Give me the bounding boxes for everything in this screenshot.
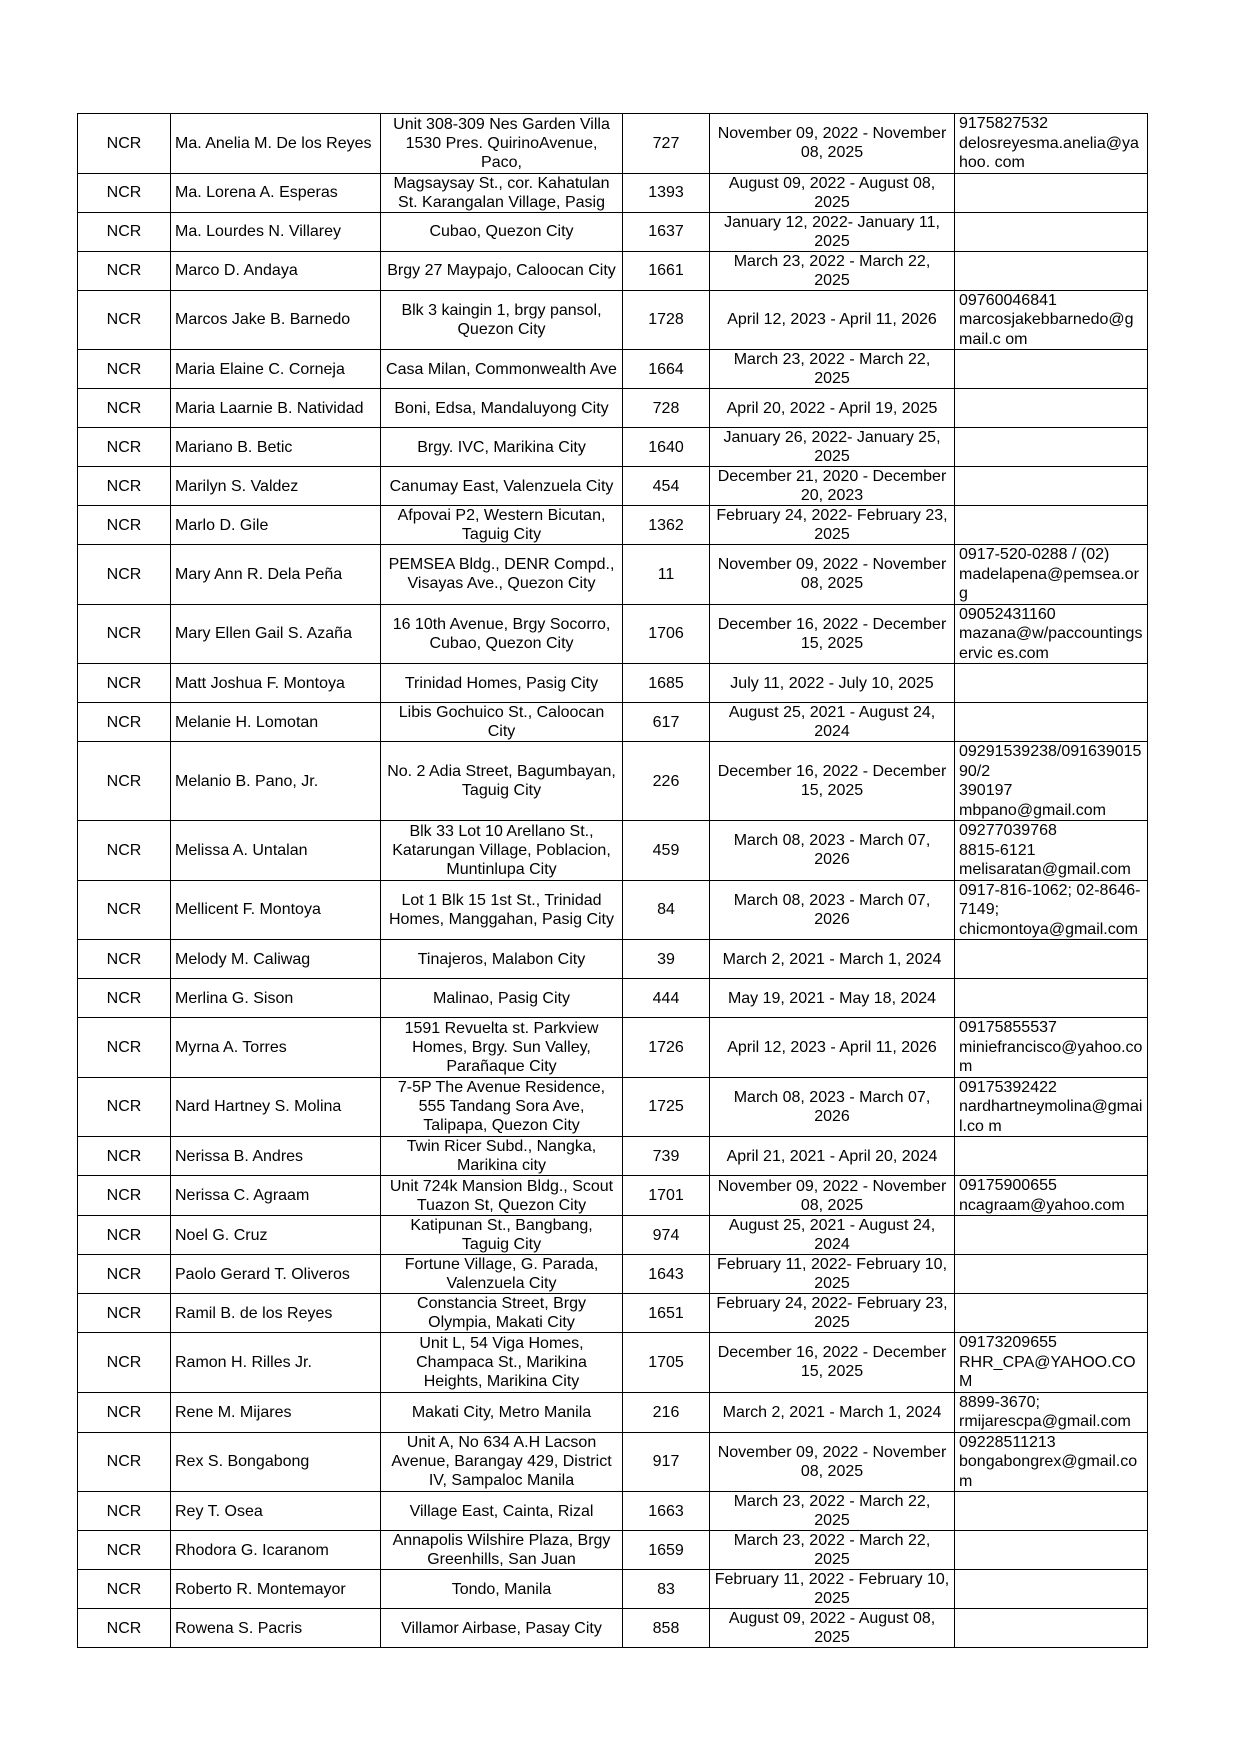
table-row	[78, 350, 1148, 389]
validity-period-cell: April 12, 2023 - April 11, 2026	[710, 290, 955, 350]
table-row	[78, 1531, 1148, 1570]
validity-period-cell: February 24, 2022- February 23, 2025	[710, 1294, 955, 1333]
accreditation-number-cell: 858	[623, 1609, 710, 1648]
accreditation-number-cell: 739	[623, 1137, 710, 1176]
contact-cell	[955, 1216, 1148, 1255]
region-cell: NCR	[78, 114, 171, 174]
validity-period-cell: February 11, 2022- February 10, 2025	[710, 1255, 955, 1294]
address-cell: Fortune Village, G. Parada, Valenzuela City	[381, 1255, 623, 1294]
name-cell: Maria Elaine C. Corneja	[171, 350, 381, 389]
contact-cell	[955, 1492, 1148, 1531]
address-cell: Afpovai P2, Western Bicutan, Taguig City	[381, 506, 623, 545]
address-cell: 1591 Revuelta st. Parkview Homes, Brgy. Sun Valley, Parañaque City	[381, 1018, 623, 1078]
validity-period-cell: November 09, 2022 - November 08, 2025	[710, 114, 955, 174]
accreditation-number-cell: 1705	[623, 1333, 710, 1393]
table-row	[78, 1492, 1148, 1531]
address-cell: Libis Gochuico St., Caloocan City	[381, 703, 623, 742]
validity-period-cell: November 09, 2022 - November 08, 2025	[710, 1432, 955, 1492]
name-cell: Rey T. Osea	[171, 1492, 381, 1531]
accreditation-number-cell: 1637	[623, 212, 710, 251]
accreditation-number-cell: 917	[623, 1432, 710, 1492]
table-row	[78, 1077, 1148, 1137]
validity-period-cell: January 26, 2022- January 25, 2025	[710, 428, 955, 467]
accreditation-table	[77, 113, 1148, 1648]
address-cell: 16 10th Avenue, Brgy Socorro, Cubao, Quezon City	[381, 604, 623, 664]
contact-cell	[955, 664, 1148, 703]
validity-period-cell: July 11, 2022 - July 10, 2025	[710, 664, 955, 703]
contact-cell: 9175827532 delosreyesma.anelia@yahoo. com	[955, 114, 1148, 174]
table-row	[78, 1570, 1148, 1609]
address-cell: Tinajeros, Malabon City	[381, 940, 623, 979]
accreditation-number-cell: 1728	[623, 290, 710, 350]
accreditation-number-cell: 1685	[623, 664, 710, 703]
name-cell: Ramil B. de los Reyes	[171, 1294, 381, 1333]
validity-period-cell: November 09, 2022 - November 08, 2025	[710, 1176, 955, 1216]
region-cell: NCR	[78, 821, 171, 881]
address-cell: 7-5P The Avenue Residence, 555 Tandang Sora Ave, Talipapa, Quezon City	[381, 1077, 623, 1137]
name-cell: Mary Ann R. Dela Peña	[171, 545, 381, 605]
contact-cell: 0917-816-1062; 02-8646-7149; chicmontoya@gmail.com	[955, 880, 1148, 940]
table-row	[78, 1018, 1148, 1078]
contact-cell: 09760046841 marcosjakebbarnedo@gmail.c om	[955, 290, 1148, 350]
name-cell: Marlo D. Gile	[171, 506, 381, 545]
validity-period-cell: March 23, 2022 - March 22, 2025	[710, 1531, 955, 1570]
contact-cell	[955, 1609, 1148, 1648]
name-cell: Melanio B. Pano, Jr.	[171, 742, 381, 821]
region-cell: NCR	[78, 290, 171, 350]
address-cell: Katipunan St., Bangbang, Taguig City	[381, 1216, 623, 1255]
address-cell: Malinao, Pasig City	[381, 979, 623, 1018]
accreditation-number-cell: 1643	[623, 1255, 710, 1294]
region-cell: NCR	[78, 880, 171, 940]
validity-period-cell: March 23, 2022 - March 22, 2025	[710, 350, 955, 389]
table-row	[78, 1176, 1148, 1216]
accreditation-number-cell: 1640	[623, 428, 710, 467]
contact-cell: 0917-520-0288 / (02) madelapena@pemsea.org	[955, 545, 1148, 605]
region-cell: NCR	[78, 506, 171, 545]
region-cell: NCR	[78, 940, 171, 979]
address-cell: Villamor Airbase, Pasay City	[381, 1609, 623, 1648]
address-cell: Unit A, No 634 A.H Lacson Avenue, Barangay 429, District IV, Sampaloc Manila	[381, 1432, 623, 1492]
accreditation-number-cell: 1706	[623, 604, 710, 664]
address-cell: Trinidad Homes, Pasig City	[381, 664, 623, 703]
name-cell: Melissa A. Untalan	[171, 821, 381, 881]
name-cell: Marco D. Andaya	[171, 251, 381, 290]
validity-period-cell: March 2, 2021 - March 1, 2024	[710, 940, 955, 979]
validity-period-cell: December 16, 2022 - December 15, 2025	[710, 604, 955, 664]
accreditation-number-cell: 1651	[623, 1294, 710, 1333]
region-cell: NCR	[78, 1077, 171, 1137]
name-cell: Marilyn S. Valdez	[171, 467, 381, 506]
region-cell: NCR	[78, 350, 171, 389]
validity-period-cell: March 2, 2021 - March 1, 2024	[710, 1392, 955, 1432]
validity-period-cell: December 21, 2020 - December 20, 2023	[710, 467, 955, 506]
validity-period-cell: March 08, 2023 - March 07, 2026	[710, 880, 955, 940]
accreditation-number-cell: 216	[623, 1392, 710, 1432]
accreditation-number-cell: 39	[623, 940, 710, 979]
region-cell: NCR	[78, 428, 171, 467]
accreditation-number-cell: 727	[623, 114, 710, 174]
name-cell: Mary Ellen Gail S. Azaña	[171, 604, 381, 664]
name-cell: Ma. Lourdes N. Villarey	[171, 212, 381, 251]
region-cell: NCR	[78, 1570, 171, 1609]
table-row	[78, 1294, 1148, 1333]
name-cell: Rene M. Mijares	[171, 1392, 381, 1432]
contact-cell: 09175392422 nardhartneymolina@gmail.co m	[955, 1077, 1148, 1137]
name-cell: Maria Laarnie B. Natividad	[171, 389, 381, 428]
name-cell: Mariano B. Betic	[171, 428, 381, 467]
table-row	[78, 1255, 1148, 1294]
region-cell: NCR	[78, 1432, 171, 1492]
name-cell: Ramon H. Rilles Jr.	[171, 1333, 381, 1393]
table-body	[78, 114, 1148, 1648]
address-cell: Brgy. IVC, Marikina City	[381, 428, 623, 467]
name-cell: Rhodora G. Icaranom	[171, 1531, 381, 1570]
region-cell: NCR	[78, 212, 171, 251]
table-row	[78, 114, 1148, 174]
name-cell: Ma. Lorena A. Esperas	[171, 173, 381, 212]
contact-cell: 09052431160 mazana@w/paccountingservic es.com	[955, 604, 1148, 664]
table-row	[78, 604, 1148, 664]
address-cell: Makati City, Metro Manila	[381, 1392, 623, 1432]
table-row	[78, 821, 1148, 881]
validity-period-cell: May 19, 2021 - May 18, 2024	[710, 979, 955, 1018]
accreditation-number-cell: 84	[623, 880, 710, 940]
contact-cell: 09173209655 RHR_CPA@YAHOO.COM	[955, 1333, 1148, 1393]
accreditation-number-cell: 1664	[623, 350, 710, 389]
contact-cell	[955, 467, 1148, 506]
region-cell: NCR	[78, 1492, 171, 1531]
address-cell: Unit 724k Mansion Bldg., Scout Tuazon St, Quezon City	[381, 1176, 623, 1216]
validity-period-cell: March 23, 2022 - March 22, 2025	[710, 251, 955, 290]
validity-period-cell: January 12, 2022- January 11, 2025	[710, 212, 955, 251]
validity-period-cell: November 09, 2022 - November 08, 2025	[710, 545, 955, 605]
region-cell: NCR	[78, 173, 171, 212]
region-cell: NCR	[78, 664, 171, 703]
contact-cell	[955, 428, 1148, 467]
name-cell: Rex S. Bongabong	[171, 1432, 381, 1492]
validity-period-cell: August 09, 2022 - August 08, 2025	[710, 1609, 955, 1648]
name-cell: Paolo Gerard T. Oliveros	[171, 1255, 381, 1294]
contact-cell: 09175900655 ncagraam@yahoo.com	[955, 1176, 1148, 1216]
table-row	[78, 880, 1148, 940]
contact-cell	[955, 940, 1148, 979]
region-cell: NCR	[78, 1333, 171, 1393]
name-cell: Melanie H. Lomotan	[171, 703, 381, 742]
name-cell: Noel G. Cruz	[171, 1216, 381, 1255]
accreditation-number-cell: 459	[623, 821, 710, 881]
region-cell: NCR	[78, 1018, 171, 1078]
table-row	[78, 173, 1148, 212]
contact-cell	[955, 350, 1148, 389]
validity-period-cell: August 09, 2022 - August 08, 2025	[710, 173, 955, 212]
name-cell: Nerissa B. Andres	[171, 1137, 381, 1176]
accreditation-number-cell: 83	[623, 1570, 710, 1609]
region-cell: NCR	[78, 545, 171, 605]
table-row	[78, 1392, 1148, 1432]
address-cell: Unit 308-309 Nes Garden Villa 1530 Pres. QuirinoAvenue, Paco,	[381, 114, 623, 174]
region-cell: NCR	[78, 1216, 171, 1255]
contact-cell	[955, 1570, 1148, 1609]
name-cell: Nerissa C. Agraam	[171, 1176, 381, 1216]
validity-period-cell: February 24, 2022- February 23, 2025	[710, 506, 955, 545]
table-row	[78, 506, 1148, 545]
table-row	[78, 212, 1148, 251]
address-cell: Unit L, 54 Viga Homes, Champaca St., Marikina Heights, Marikina City	[381, 1333, 623, 1393]
contact-cell	[955, 979, 1148, 1018]
table-row	[78, 428, 1148, 467]
accreditation-number-cell: 444	[623, 979, 710, 1018]
contact-cell	[955, 1294, 1148, 1333]
accreditation-number-cell: 454	[623, 467, 710, 506]
address-cell: Boni, Edsa, Mandaluyong City	[381, 389, 623, 428]
validity-period-cell: December 16, 2022 - December 15, 2025	[710, 742, 955, 821]
accreditation-number-cell: 1701	[623, 1176, 710, 1216]
accreditation-number-cell: 617	[623, 703, 710, 742]
accreditation-number-cell: 1663	[623, 1492, 710, 1531]
contact-cell	[955, 506, 1148, 545]
address-cell: Constancia Street, Brgy Olympia, Makati City	[381, 1294, 623, 1333]
region-cell: NCR	[78, 251, 171, 290]
address-cell: Tondo, Manila	[381, 1570, 623, 1609]
contact-cell	[955, 1531, 1148, 1570]
contact-cell	[955, 703, 1148, 742]
accreditation-number-cell: 11	[623, 545, 710, 605]
contact-cell: 09291539238/09163901590/2 390197 mbpano@gmail.com	[955, 742, 1148, 821]
contact-cell	[955, 251, 1148, 290]
address-cell: PEMSEA Bldg., DENR Compd., Visayas Ave., Quezon City	[381, 545, 623, 605]
address-cell: Canumay East, Valenzuela City	[381, 467, 623, 506]
name-cell: Melody M. Caliwag	[171, 940, 381, 979]
contact-cell	[955, 389, 1148, 428]
address-cell: Annapolis Wilshire Plaza, Brgy Greenhills, San Juan	[381, 1531, 623, 1570]
contact-cell	[955, 1255, 1148, 1294]
name-cell: Roberto R. Montemayor	[171, 1570, 381, 1609]
name-cell: Rowena S. Pacris	[171, 1609, 381, 1648]
table-row	[78, 1137, 1148, 1176]
table-row	[78, 703, 1148, 742]
accreditation-number-cell: 1362	[623, 506, 710, 545]
region-cell: NCR	[78, 467, 171, 506]
name-cell: Myrna A. Torres	[171, 1018, 381, 1078]
region-cell: NCR	[78, 703, 171, 742]
region-cell: NCR	[78, 1294, 171, 1333]
accreditation-number-cell: 1393	[623, 173, 710, 212]
table-row	[78, 251, 1148, 290]
table-row	[78, 1432, 1148, 1492]
region-cell: NCR	[78, 742, 171, 821]
accreditation-number-cell: 974	[623, 1216, 710, 1255]
validity-period-cell: March 08, 2023 - March 07, 2026	[710, 1077, 955, 1137]
table-row	[78, 1216, 1148, 1255]
accreditation-number-cell: 1659	[623, 1531, 710, 1570]
accreditation-number-cell: 1726	[623, 1018, 710, 1078]
table-row	[78, 545, 1148, 605]
table-row	[78, 1609, 1148, 1648]
contact-cell	[955, 173, 1148, 212]
table-row	[78, 389, 1148, 428]
region-cell: NCR	[78, 1137, 171, 1176]
accreditation-number-cell: 728	[623, 389, 710, 428]
contact-cell	[955, 1137, 1148, 1176]
contact-cell: 09228511213 bongabongrex@gmail.com	[955, 1432, 1148, 1492]
region-cell: NCR	[78, 979, 171, 1018]
region-cell: NCR	[78, 1176, 171, 1216]
validity-period-cell: August 25, 2021 - August 24, 2024	[710, 703, 955, 742]
region-cell: NCR	[78, 1255, 171, 1294]
table-row	[78, 290, 1148, 350]
accreditation-number-cell: 1661	[623, 251, 710, 290]
contact-cell: 09175855537 miniefrancisco@yahoo.com	[955, 1018, 1148, 1078]
address-cell: Cubao, Quezon City	[381, 212, 623, 251]
validity-period-cell: March 23, 2022 - March 22, 2025	[710, 1492, 955, 1531]
name-cell: Nard Hartney S. Molina	[171, 1077, 381, 1137]
validity-period-cell: December 16, 2022 - December 15, 2025	[710, 1333, 955, 1393]
validity-period-cell: March 08, 2023 - March 07, 2026	[710, 821, 955, 881]
region-cell: NCR	[78, 1531, 171, 1570]
accreditation-number-cell: 226	[623, 742, 710, 821]
address-cell: Lot 1 Blk 15 1st St., Trinidad Homes, Manggahan, Pasig City	[381, 880, 623, 940]
name-cell: Matt Joshua F. Montoya	[171, 664, 381, 703]
address-cell: Blk 3 kaingin 1, brgy pansol, Quezon City	[381, 290, 623, 350]
address-cell: Brgy 27 Maypajo, Caloocan City	[381, 251, 623, 290]
region-cell: NCR	[78, 389, 171, 428]
validity-period-cell: February 11, 2022 - February 10, 2025	[710, 1570, 955, 1609]
accreditation-number-cell: 1725	[623, 1077, 710, 1137]
address-cell: Casa Milan, Commonwealth Ave	[381, 350, 623, 389]
table-row	[78, 467, 1148, 506]
address-cell: Magsaysay St., cor. Kahatulan St. Karangalan Village, Pasig	[381, 173, 623, 212]
validity-period-cell: April 21, 2021 - April 20, 2024	[710, 1137, 955, 1176]
contact-cell	[955, 212, 1148, 251]
table-row	[78, 664, 1148, 703]
address-cell: No. 2 Adia Street, Bagumbayan, Taguig City	[381, 742, 623, 821]
name-cell: Ma. Anelia M. De los Reyes	[171, 114, 381, 174]
table-row	[78, 940, 1148, 979]
contact-cell: 8899-3670; rmijarescpa@gmail.com	[955, 1392, 1148, 1432]
region-cell: NCR	[78, 1392, 171, 1432]
region-cell: NCR	[78, 1609, 171, 1648]
region-cell: NCR	[78, 604, 171, 664]
table-row	[78, 742, 1148, 821]
table-row	[78, 1333, 1148, 1393]
validity-period-cell: April 12, 2023 - April 11, 2026	[710, 1018, 955, 1078]
validity-period-cell: August 25, 2021 - August 24, 2024	[710, 1216, 955, 1255]
address-cell: Village East, Cainta, Rizal	[381, 1492, 623, 1531]
name-cell: Mellicent F. Montoya	[171, 880, 381, 940]
contact-cell: 09277039768 8815-6121 melisaratan@gmail.com	[955, 821, 1148, 881]
validity-period-cell: April 20, 2022 - April 19, 2025	[710, 389, 955, 428]
name-cell: Marcos Jake B. Barnedo	[171, 290, 381, 350]
name-cell: Merlina G. Sison	[171, 979, 381, 1018]
address-cell: Blk 33 Lot 10 Arellano St., Katarungan Village, Poblacion, Muntinlupa City	[381, 821, 623, 881]
address-cell: Twin Ricer Subd., Nangka, Marikina city	[381, 1137, 623, 1176]
table-row	[78, 979, 1148, 1018]
